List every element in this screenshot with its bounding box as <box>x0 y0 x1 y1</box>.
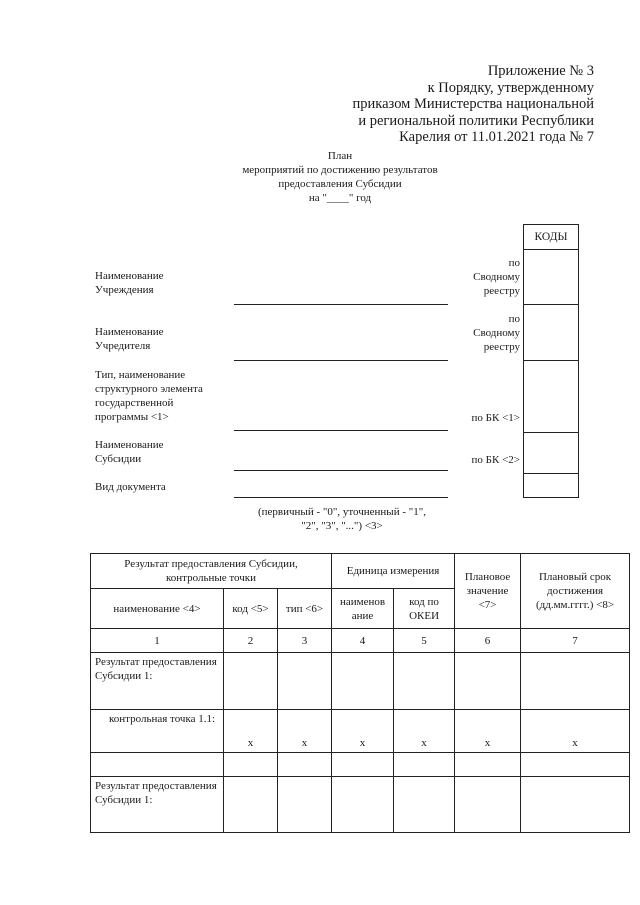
title-line-1: План <box>327 150 353 162</box>
doctype-hint-line-2: "2", "3", "...") <3> <box>301 520 383 532</box>
table-cell[interactable] <box>224 753 278 777</box>
institution-registry-label <box>452 256 520 298</box>
program-bk-label: по БК <1> <box>471 412 520 424</box>
founder-field[interactable] <box>234 360 448 361</box>
code-doctype-cell[interactable] <box>524 474 579 498</box>
header-planned-value: Плановое значение <7> <box>455 554 521 629</box>
header-code: код <5> <box>224 589 278 629</box>
column-number: 6 <box>455 629 521 653</box>
appendix-line-1: Приложение № 3 <box>487 63 594 79</box>
code-program-cell[interactable] <box>524 361 579 433</box>
header-result: Результат предоставления Субсидии, контрольные точки <box>91 554 332 589</box>
table-cell: x <box>278 710 332 753</box>
title-line-2: мероприятий по достижению результатов <box>242 164 438 176</box>
appendix-header <box>353 63 594 146</box>
table-cell: x <box>455 710 521 753</box>
institution-label <box>95 269 164 297</box>
appendix-line-2: к Порядку, утвержденному <box>427 79 594 96</box>
subsidy-field[interactable] <box>234 470 448 471</box>
institution-field[interactable] <box>234 304 448 305</box>
institution-right-line-3: реестру <box>483 285 520 297</box>
header-name: наименование <4> <box>91 589 224 629</box>
header-unit: Единица измерения <box>332 554 455 589</box>
institution-label-line-2: Учреждения <box>95 284 154 296</box>
subsidy-bk-label: по БК <2> <box>471 454 520 466</box>
founder-right-line-1: по <box>508 313 520 325</box>
table-cell[interactable] <box>455 653 521 710</box>
column-number: 1 <box>91 629 224 653</box>
header-okei: код по ОКЕИ <box>394 589 455 629</box>
document-title <box>220 149 460 205</box>
table-cell[interactable] <box>455 753 521 777</box>
codes-header: КОДЫ <box>524 225 579 250</box>
table-cell[interactable] <box>278 653 332 710</box>
header-type: тип <6> <box>278 589 332 629</box>
table-cell: x <box>332 710 394 753</box>
table-cell[interactable] <box>394 653 455 710</box>
table-cell: x <box>521 710 630 753</box>
appendix-line-3: приказом Министерства национальной <box>352 96 594 112</box>
table-row <box>91 777 630 833</box>
header-planned-date: Плановый срок достижения (дд.мм.гггг.) <8> <box>521 554 630 629</box>
institution-label-line-1: Наименование <box>95 270 164 282</box>
program-label-line-4: программы <1> <box>95 411 169 423</box>
doctype-label: Вид документа <box>95 481 166 493</box>
doctype-field[interactable] <box>234 497 448 498</box>
institution-right-line-2: Сводному <box>473 271 520 283</box>
column-number: 7 <box>521 629 630 653</box>
column-number: 4 <box>332 629 394 653</box>
table-cell[interactable] <box>332 753 394 777</box>
title-line-3: предоставления Субсидии <box>278 178 402 190</box>
code-subsidy-cell[interactable] <box>524 433 579 474</box>
result-name-cell: Результат предоставления Субсидии 1: <box>91 777 224 833</box>
table-cell[interactable] <box>455 777 521 833</box>
codes-table <box>523 224 579 498</box>
table-cell[interactable] <box>521 653 630 710</box>
program-label <box>95 368 203 424</box>
table-cell[interactable] <box>278 753 332 777</box>
table-row <box>91 753 630 777</box>
doctype-hint <box>232 505 452 533</box>
program-label-line-2: структурного элемента <box>95 383 203 395</box>
program-label-line-3: государственной <box>95 397 174 409</box>
checkpoint-name-cell: контрольная точка 1.1: <box>91 710 224 753</box>
table-cell: x <box>394 710 455 753</box>
subsidy-label-line-1: Наименование <box>95 439 164 451</box>
column-number: 3 <box>278 629 332 653</box>
subsidy-label <box>95 438 164 466</box>
founder-right-line-3: реестру <box>483 341 520 353</box>
appendix-line-4: и региональной политики Республики <box>358 112 594 129</box>
institution-right-line-1: по <box>508 257 520 269</box>
table-cell[interactable] <box>332 653 394 710</box>
header-unit-name: наименов ание <box>332 589 394 629</box>
table-cell[interactable] <box>91 753 224 777</box>
table-cell: x <box>224 710 278 753</box>
table-cell[interactable] <box>521 753 630 777</box>
program-field[interactable] <box>234 430 448 431</box>
table-cell[interactable] <box>224 777 278 833</box>
founder-label <box>95 325 164 353</box>
title-line-4: на "____" год <box>308 192 372 204</box>
program-label-line-1: Тип, наименование <box>95 369 186 381</box>
code-founder-cell[interactable] <box>524 305 579 361</box>
table-row <box>91 710 630 753</box>
table-cell[interactable] <box>521 777 630 833</box>
result-name-cell: Результат предоставления Субсидии 1: <box>91 653 224 710</box>
table-row <box>91 653 630 710</box>
table-cell[interactable] <box>332 777 394 833</box>
column-number: 5 <box>394 629 455 653</box>
table-cell[interactable] <box>224 653 278 710</box>
founder-label-line-2: Учредителя <box>95 340 151 352</box>
appendix-line-5: Карелия от 11.01.2021 года № 7 <box>399 129 594 145</box>
code-institution-cell[interactable] <box>524 250 579 305</box>
table-cell[interactable] <box>278 777 332 833</box>
column-number: 2 <box>224 629 278 653</box>
founder-right-line-2: Сводному <box>473 327 520 339</box>
founder-label-line-1: Наименование <box>95 326 164 338</box>
doctype-hint-line-1: (первичный - "0", уточненный - "1", <box>258 506 426 518</box>
table-cell[interactable] <box>394 753 455 777</box>
plan-table <box>90 553 630 833</box>
subsidy-label-line-2: Субсидии <box>95 453 142 465</box>
founder-registry-label <box>452 312 520 354</box>
table-cell[interactable] <box>394 777 455 833</box>
